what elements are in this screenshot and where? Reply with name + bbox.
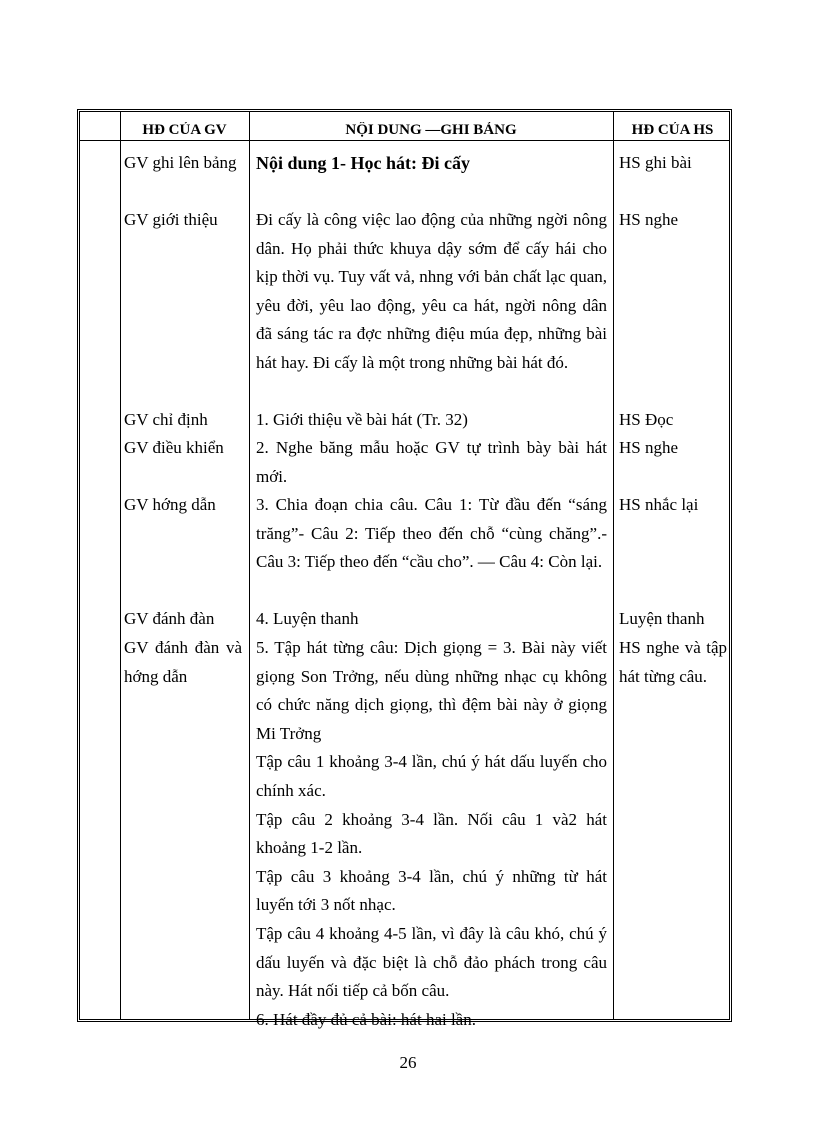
student-cell: HS ghi bài xyxy=(619,153,692,172)
header-student: HĐ CỦA HS xyxy=(631,122,714,138)
column-divider xyxy=(249,112,250,1019)
student-cell: HS nghe xyxy=(619,438,679,457)
content-paragraph: 6. Hát đầy đủ cả bài: hát hai lần. xyxy=(256,1009,476,1029)
student-cell: HS nhắc lại xyxy=(619,495,699,514)
column-divider xyxy=(613,112,614,1019)
content-cell xyxy=(256,634,607,1034)
teacher-cell: GV chỉ định xyxy=(124,410,208,429)
content-cell: 3. Chia đoạn chia câu. Câu 1: Từ đầu đến “sáng trăng”- Câu 2: Tiếp theo đến chỗ “cùng chăng”.- Câu 3: Tiếp theo đến “cầu cho”. — Câu 4: Còn lại. xyxy=(256,495,607,572)
content-cell: 4. Luyện thanh xyxy=(256,609,359,628)
header-content: NỘI DUNG —GHI BẢNG xyxy=(345,122,517,138)
teacher-cell: GV đánh đàn và hớng dẫn xyxy=(124,638,242,686)
content-paragraph: Tập câu 1 khoảng 3-4 lần, chú ý hát dấu luyến cho chính xác. xyxy=(256,752,607,800)
teacher-cell: GV giới thiệu xyxy=(124,210,218,229)
header-teacher: HĐ CỦA GV xyxy=(142,122,227,138)
content-paragraph: Tập câu 4 khoảng 4-5 lần, vì đây là câu khó, chú ý dấu luyến và đặc biệt là chỗ đảo phách trong câu này. Hát nối tiếp cả bốn câu. xyxy=(256,923,607,1001)
content-paragraph: Tập câu 2 khoảng 3-4 lần. Nối câu 1 và2 hát khoảng 1-2 lần. xyxy=(256,809,607,858)
column-divider xyxy=(120,112,121,1019)
page-number: 26 xyxy=(399,1053,417,1072)
teacher-cell: GV điều khiển xyxy=(124,438,224,457)
lesson-table xyxy=(77,109,732,1029)
content-cell: 1. Giới thiệu về bài hát (Tr. 32) xyxy=(256,410,468,429)
teacher-cell: GV ghi lên bảng xyxy=(124,153,237,172)
content-paragraph: Tập câu 3 khoảng 3-4 lần, chú ý những từ hát luyến tới 3 nốt nhạc. xyxy=(256,866,607,915)
student-cell: HS nghe và tập hát từng câu. xyxy=(619,638,727,686)
student-cell: HS Đọc xyxy=(619,410,674,429)
content-title: Nội dung 1- Học hát: Đi cấy xyxy=(256,153,471,173)
content-cell: 2. Nghe băng mẫu hoặc GV tự trình bày bài hát mới. xyxy=(256,438,607,486)
student-cell: HS nghe xyxy=(619,210,679,229)
student-cell: Luyện thanh xyxy=(619,609,705,628)
content-cell: Đi cấy là công việc lao động của những ngời nông dân. Họ phải thức khuya dậy sớm để cấy hái cho kịp thời vụ. Tuy vất vả, nhng với bản chất lạc quan, yêu đời, yêu lao động, yêu ca hát, ngời nông dân đã sáng tác ra đợc những điệu múa đẹp, những bài hát hay. Đi cấy là một trong những bài hát đó. xyxy=(256,210,607,372)
header-divider xyxy=(80,140,729,141)
content-paragraph: 5. Tập hát từng câu: Dịch giọng = 3. Bài này viết giọng Son Trởng, nếu dùng những nhạc cụ không có chức năng dịch giọng, thì đệm bài này ở giọng Mi Trởng xyxy=(256,638,607,743)
teacher-cell: GV đánh đàn xyxy=(124,609,215,628)
teacher-cell: GV hớng dẫn xyxy=(124,495,216,514)
